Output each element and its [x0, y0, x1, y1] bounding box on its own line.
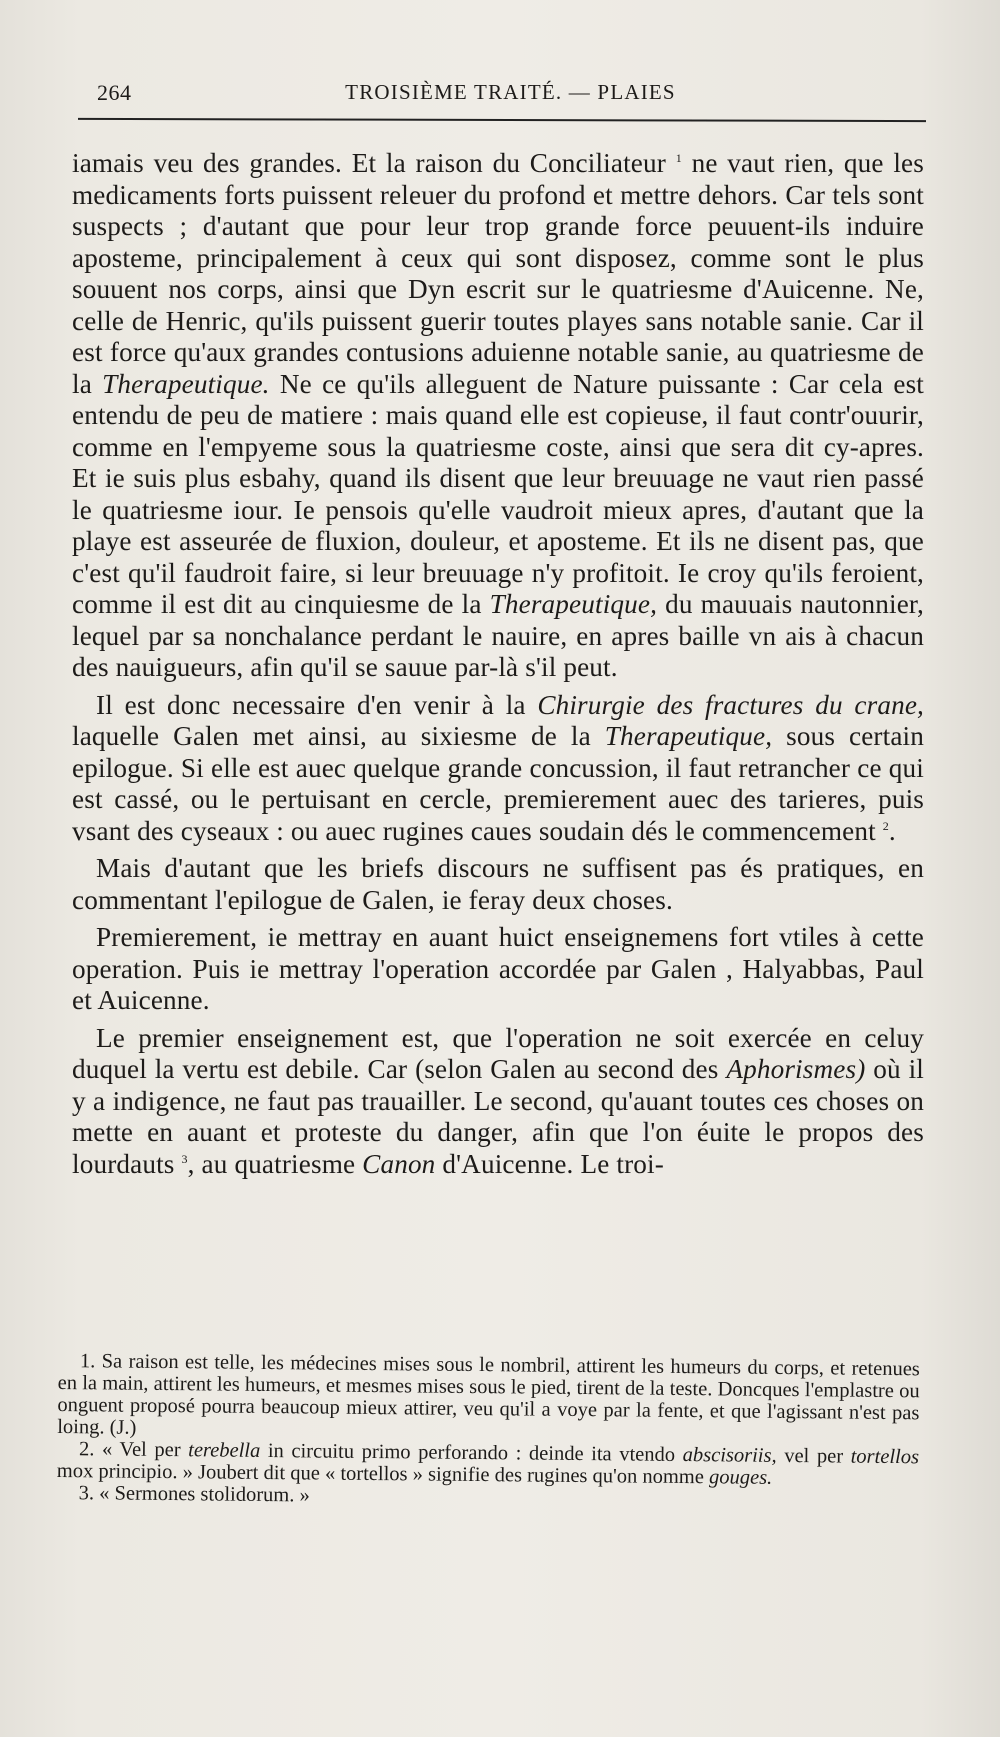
italic-text: Therapeutique,: [489, 589, 658, 619]
text-run: Mais d'autant que les briefs discours ne suffisent pas és pratiques, en commentant l'epilogue de Galen, ie feray deux choses.: [72, 853, 924, 915]
text-run: mox principio. » Joubert dit que « tortellos » signifie des rugines qu'on nomme: [56, 1459, 710, 1489]
text-run: du mauuais nautonnier, lequel par sa nonchalance perdant le nauire, en apres baille vn ais à chacun des nauigueurs, afin qu'il se sauue par-là s'il peut.: [72, 589, 924, 682]
footnote: [57, 1350, 920, 1446]
italic-text: Aphorismes): [726, 1054, 866, 1084]
page-number: 264: [97, 80, 132, 105]
text-run: ne vaut rien, que les medicaments forts puissent releuer du profond et mettre dehors. Car tels sont suspects ; d'autant que pour leur trop grande force peuuent-ils induire aposteme, principalement à ceux qui sont disposez, comme sont le plus souuent nos corps, ainsi que Dyn escrit sur le quatriesme d'Auicenne. Ne, celle de Henric, qu'ils puissent guerir toutes playes sans notable sanie. Car il est force qu'aux grandes contusions aduienne notable sanie, au quatriesme de la: [72, 148, 925, 399]
footnotes: [57, 1350, 920, 1512]
paragraph: [72, 853, 924, 916]
text-run: Ne ce qu'ils alleguent de Nature puissante : Car cela est entendu de peu de matiere : mais quand elle est copieuse, il faut contr'ouurir, comme en l'empyeme sous la quatriesme coste, ainsi que sera dit cy-apres. Et ie suis plus esbahy, quand ils disent que leur breuuage ne vaut rien passé le quatriesme iour. Ie pensois qu'elle vaudroit mieux apres, d'autant que la playe est asseurée de fluxion, douleur, et aposteme. Et ils ne disent pas, que c'est qu'il faudroit faire, si leur breuuage n'y profitoit. Ie croy qu'ils feroient, comme il est dit au cinquiesme de la: [72, 368, 924, 619]
text-run: laquelle Galen met ainsi, au sixiesme de la: [72, 721, 605, 751]
text-run: d'Auicenne. Le troi-: [435, 1148, 664, 1179]
text-run: vel per: [776, 1444, 851, 1468]
text-run: , au quatriesme: [187, 1148, 363, 1179]
text-run: où il y a indigence, ne faut pas trauailler. Le second, qu'auant toutes ces choses on mette en auant et proteste du danger, afin que l'on éuite le propos des lourdauts: [72, 1054, 924, 1179]
italic-text: Therapeutique.: [102, 368, 270, 399]
text-run: Premierement, ie mettray en auant huict enseignemens fort vtiles à cette operation. Puis ie mettray l'operation accordée par Galen , Halyabbas, Paul et Auicenne.: [72, 922, 924, 1015]
running-title: TROISIÈME TRAITÉ. — PLAIES: [345, 80, 676, 104]
footnote-ref: 1: [675, 150, 682, 165]
text-run: Il est donc necessaire d'en venir à la: [96, 689, 538, 720]
paragraph: [72, 922, 924, 1017]
header-rule: [78, 118, 926, 122]
text-run: Le premier enseignement est, que l'operation ne soit exercée en celuy duquel la vertu est debile. Car (selon Galen au second des: [72, 1022, 924, 1084]
text-run: 2. « Vel per: [78, 1438, 189, 1462]
paragraph: [72, 148, 924, 684]
italic-text: Canon: [362, 1148, 436, 1179]
italic-text: Therapeutique,: [604, 721, 773, 751]
text-run: in circuitu primo perforando : deinde ita vtendo: [260, 1439, 683, 1467]
text-run: 3. « Sermones stolidorum. »: [78, 1482, 310, 1507]
text-run: 1. Sa raison est telle, les médecines mises sous le nombril, attirent les humeurs du corps, et retenues en la main, attirent les humeurs, et mesmes mises sous le pied, tirent de la teste. Doncques l'emplastre ou onguent proposé pourra beaucoup mieux attirer, veu qu'il a voye par la fente, et que l'agissant n'est pas loing. (J.): [57, 1350, 920, 1439]
footnote-ref: 3: [181, 1151, 188, 1166]
italic-text: terebella: [188, 1439, 261, 1462]
italic-text: gouges.: [708, 1466, 773, 1489]
text-run: .: [888, 815, 896, 846]
body-text: [72, 148, 924, 1180]
italic-text: Chirurgie des fractures du crane,: [537, 689, 924, 720]
italic-text: abscisoriis,: [682, 1444, 777, 1467]
italic-text: tortellos: [850, 1445, 920, 1469]
paragraph: [72, 690, 924, 848]
text-run: sous certain epilogue. Si elle est auec quelque grande concussion, il faut retrancher ce qui est cassé, ou le pertuisant en cercle, premierement auec des tarieres, puis vsant des cyseaux : ou auec rugines caues soudain dés le commencement: [72, 721, 924, 846]
footnote-ref: 2: [882, 818, 889, 833]
paragraph: [72, 1023, 924, 1181]
text-run: iamais veu des grandes. Et la raison du Conciliateur: [72, 148, 676, 178]
page-header: [97, 80, 924, 110]
